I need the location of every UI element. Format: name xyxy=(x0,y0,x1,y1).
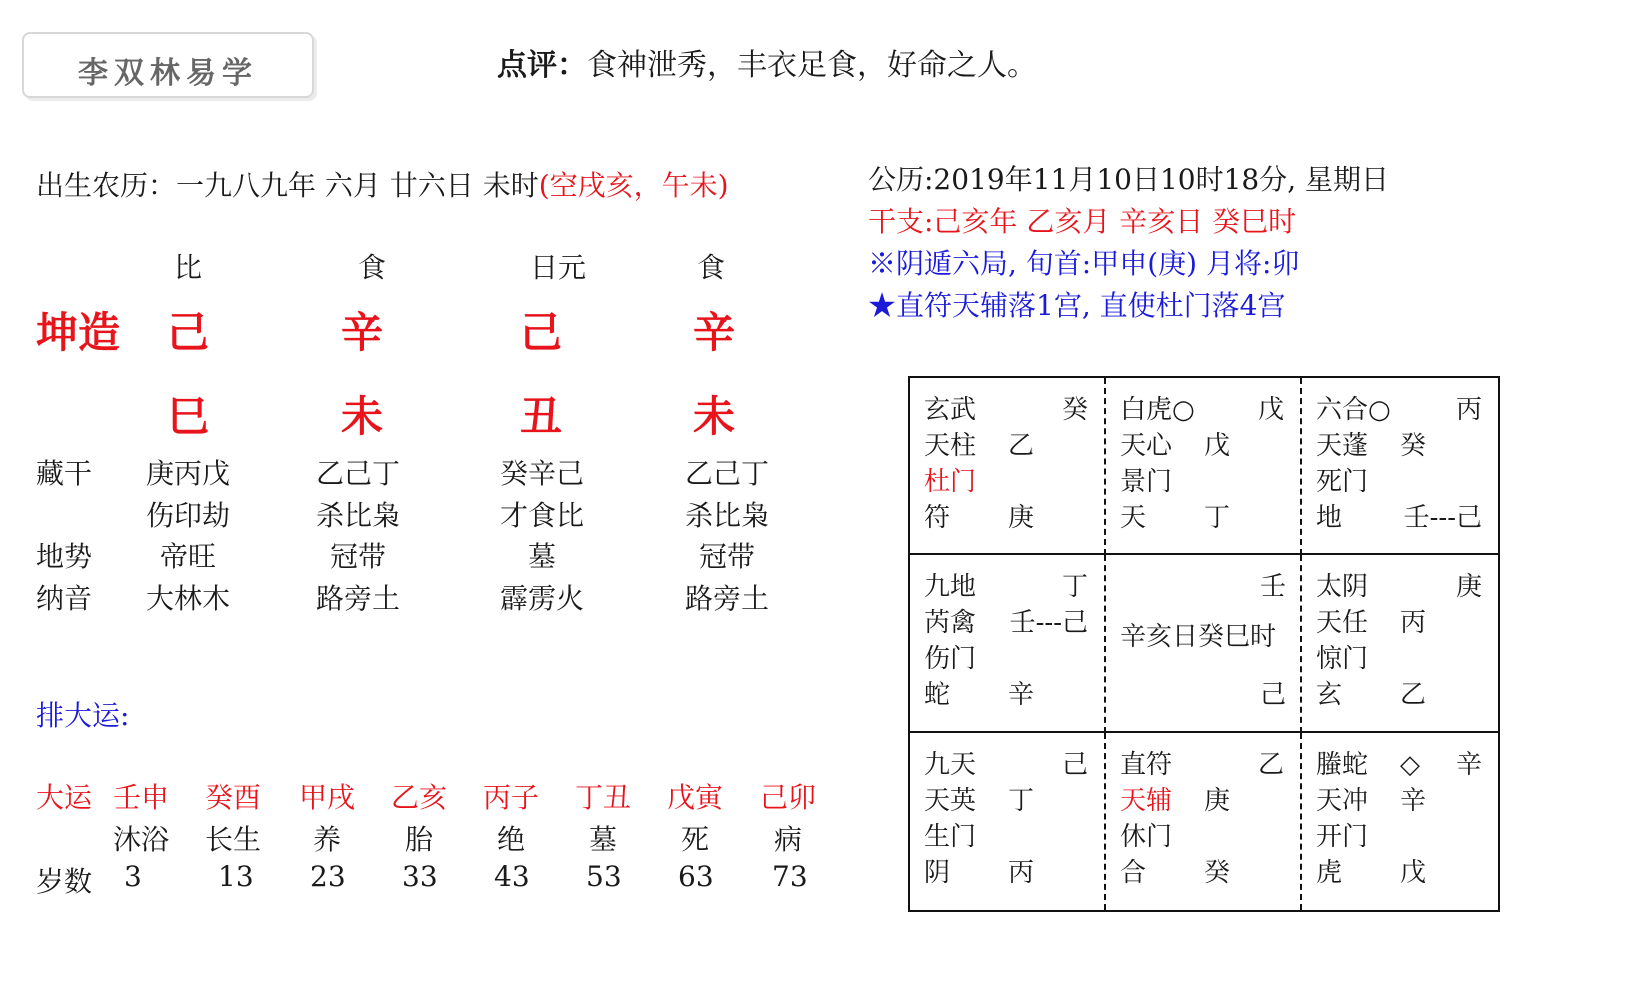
luck-state: 死 xyxy=(680,823,709,856)
nayin-value: 霹雳火 xyxy=(499,582,584,615)
ganzhi-line: 干支:己亥年 乙亥月 辛亥日 癸巳时 xyxy=(868,205,1297,238)
palace-door: 休门 xyxy=(1120,821,1173,852)
palace xyxy=(1302,378,1498,555)
palace xyxy=(910,733,1106,910)
luck-pillar: 甲戌 xyxy=(298,781,355,814)
palace-heaven-stem: 辛 xyxy=(1455,749,1482,780)
palace-door: 惊门 xyxy=(1316,644,1369,675)
hidden-gods: 杀比枭 xyxy=(315,499,400,532)
ju-line: ※阴遁六局, 旬首:甲申(庚) 月将:卯 xyxy=(868,247,1300,280)
palace xyxy=(1106,378,1302,555)
luck-age: 33 xyxy=(402,860,438,893)
luck-label: 大运 xyxy=(36,781,93,814)
nayin-value: 路旁土 xyxy=(684,582,769,615)
palace-star: 芮禽 xyxy=(924,608,977,639)
palace-star-stem: 戊 xyxy=(1204,431,1231,461)
diamond-icon: ◇ xyxy=(1400,749,1420,780)
palace-god: 玄 xyxy=(1316,680,1343,711)
palace-spirit: 螣蛇 xyxy=(1316,749,1369,780)
birth-date: 出生农历：一九八九年 六月 廿六日 未时 xyxy=(36,169,539,202)
palace-heaven-stem: 丁 xyxy=(1061,572,1088,603)
luck-heading: 排大运: xyxy=(36,699,130,732)
palace-heaven-stem: 丙 xyxy=(1455,395,1482,425)
luck-age: 43 xyxy=(494,860,530,893)
palace-center xyxy=(1106,555,1302,732)
luck-pillar: 戊寅 xyxy=(666,781,723,814)
luck-age: 23 xyxy=(310,860,346,893)
hidden-stems: 癸辛己 xyxy=(499,457,584,490)
luck-state: 胎 xyxy=(404,823,433,856)
earthly-branch: 未 xyxy=(692,392,735,441)
palace-heaven-stem: 癸 xyxy=(1061,395,1088,425)
palace-star: 天辅 xyxy=(1120,785,1173,816)
palace-spirit: 直符 xyxy=(1120,749,1173,780)
hidden-stems: 乙己丁 xyxy=(684,457,769,490)
palace-spirit: 九天 xyxy=(924,749,977,780)
ten-god: 食 xyxy=(696,251,725,284)
nayin-value: 大林木 xyxy=(145,582,230,615)
hidden-gods: 伤印劫 xyxy=(145,499,230,532)
palace-spirit: 六合○ xyxy=(1316,395,1391,425)
earthly-branch: 未 xyxy=(340,392,383,441)
palace xyxy=(1106,733,1302,910)
palace xyxy=(910,555,1106,732)
luck-age: 63 xyxy=(678,860,714,893)
luck-pillar: 乙亥 xyxy=(390,781,447,814)
birth-empty: (空戌亥，午未) xyxy=(538,169,729,202)
nayin-value: 路旁土 xyxy=(315,582,400,615)
luck-pillar: 壬申 xyxy=(112,781,169,814)
palace-heaven-stem: 乙 xyxy=(1257,749,1284,780)
palace-god: 天 xyxy=(1120,503,1147,533)
luck-pillar: 己卯 xyxy=(759,781,816,814)
comment xyxy=(497,40,1037,84)
palace-god-stem: 辛 xyxy=(1008,680,1035,711)
palace-god-stem: 戊 xyxy=(1400,857,1427,888)
palace-heaven-stem: 庚 xyxy=(1455,572,1482,603)
palace-spirit: 玄武 xyxy=(924,395,977,425)
palace-god-stem: 乙 xyxy=(1400,680,1427,711)
heavenly-stem: 己 xyxy=(519,308,562,357)
palace-god: 符 xyxy=(924,503,951,533)
luck-state: 病 xyxy=(773,823,802,856)
palace-god: 阴 xyxy=(924,857,951,888)
chart-title: 坤造 xyxy=(36,308,121,357)
terrain-value: 冠带 xyxy=(698,540,755,573)
palace-star: 天蓬 xyxy=(1316,431,1369,461)
palace-door: 生门 xyxy=(924,821,977,852)
palace xyxy=(910,378,1106,555)
hidden-gods: 杀比枭 xyxy=(684,499,769,532)
terrain-label: 地势 xyxy=(36,540,93,573)
palace-star-stem: 辛 xyxy=(1400,785,1427,816)
center-earth-stem: 己 xyxy=(1259,680,1286,711)
qimen-board xyxy=(908,376,1500,912)
earthly-branch: 丑 xyxy=(519,392,562,441)
palace-door: 杜门 xyxy=(924,467,977,497)
heavenly-stem: 辛 xyxy=(692,308,735,357)
palace-star: 天任 xyxy=(1316,608,1369,639)
brand-text: 李双林易学 xyxy=(78,56,258,91)
palace-star: 天心 xyxy=(1120,431,1173,461)
hidden-gods: 才食比 xyxy=(499,499,584,532)
zhifu-line: ★直符天辅落1宫, 直使杜门落4宫 xyxy=(868,289,1286,322)
palace-star-stem: 庚 xyxy=(1204,785,1231,816)
terrain-value: 冠带 xyxy=(329,540,386,573)
luck-age: 3 xyxy=(124,860,142,893)
palace-star-stem: 丙 xyxy=(1400,608,1427,639)
comment-text: 食神泄秀，丰衣足食，好命之人。 xyxy=(587,48,1037,83)
heavenly-stem: 辛 xyxy=(340,308,383,357)
luck-state: 绝 xyxy=(496,823,525,856)
terrain-value: 墓 xyxy=(527,540,556,573)
palace-door: 开门 xyxy=(1316,821,1369,852)
luck-state: 墓 xyxy=(588,823,617,856)
palace-heaven-stem: 己 xyxy=(1061,749,1088,780)
hidden-stems: 庚丙戊 xyxy=(145,457,230,490)
palace-god-stem: 丙 xyxy=(1008,857,1035,888)
palace-god: 蛇 xyxy=(924,680,951,711)
earthly-branch: 巳 xyxy=(166,392,209,441)
luck-age: 73 xyxy=(772,860,808,893)
palace-god-stem: 癸 xyxy=(1204,857,1231,888)
terrain-value: 帝旺 xyxy=(159,540,216,573)
palace-door: 景门 xyxy=(1120,467,1173,497)
palace-star-stem: 癸 xyxy=(1400,431,1427,461)
birth-line xyxy=(36,164,729,204)
palace-star: 天柱 xyxy=(924,431,977,461)
luck-pillar: 癸酉 xyxy=(204,781,261,814)
palace-heaven-stem: 戊 xyxy=(1257,395,1284,425)
center-heaven-stem: 壬 xyxy=(1259,572,1286,603)
luck-pillar: 丁丑 xyxy=(574,781,631,814)
palace-spirit: 九地 xyxy=(924,572,977,603)
solar-date: 公历:2019年11月10日10时18分, 星期日 xyxy=(868,163,1390,196)
luck-age: 13 xyxy=(218,860,254,893)
palace-god-stem: 丁 xyxy=(1204,503,1231,533)
brand-stamp xyxy=(22,32,314,98)
luck-pillar: 丙子 xyxy=(482,781,539,814)
ten-god: 日元 xyxy=(529,251,586,284)
comment-label: 点评： xyxy=(497,48,587,83)
hidden-label: 藏干 xyxy=(36,457,93,490)
palace xyxy=(1302,733,1498,910)
luck-age: 53 xyxy=(586,860,622,893)
palace-spirit: 太阴 xyxy=(1316,572,1369,603)
luck-state: 沐浴 xyxy=(112,823,169,856)
age-label: 岁数 xyxy=(36,865,93,898)
palace-door: 死门 xyxy=(1316,467,1369,497)
luck-state: 养 xyxy=(312,823,341,856)
center-time: 辛亥日癸巳时 xyxy=(1120,622,1277,653)
palace-star-stem: 壬---己 xyxy=(1009,608,1088,639)
hidden-stems: 乙己丁 xyxy=(315,457,400,490)
palace xyxy=(1302,555,1498,732)
palace-god: 合 xyxy=(1120,857,1147,888)
luck-state: 长生 xyxy=(204,823,261,856)
palace-star-stem: 丁 xyxy=(1008,785,1035,816)
heavenly-stem: 己 xyxy=(166,308,209,357)
palace-star-stem: 乙 xyxy=(1008,431,1035,461)
palace-star: 天英 xyxy=(924,785,977,816)
palace-god: 地 xyxy=(1316,503,1343,533)
ten-god: 食 xyxy=(357,251,386,284)
palace-door: 伤门 xyxy=(924,644,977,675)
nayin-label: 纳音 xyxy=(36,582,93,615)
palace-god: 虎 xyxy=(1316,857,1343,888)
palace-spirit: 白虎○ xyxy=(1120,395,1195,425)
palace-star: 天冲 xyxy=(1316,785,1369,816)
palace-god-stem: 壬---己 xyxy=(1403,503,1482,533)
palace-god-stem: 庚 xyxy=(1008,503,1035,533)
ten-god: 比 xyxy=(173,251,202,284)
